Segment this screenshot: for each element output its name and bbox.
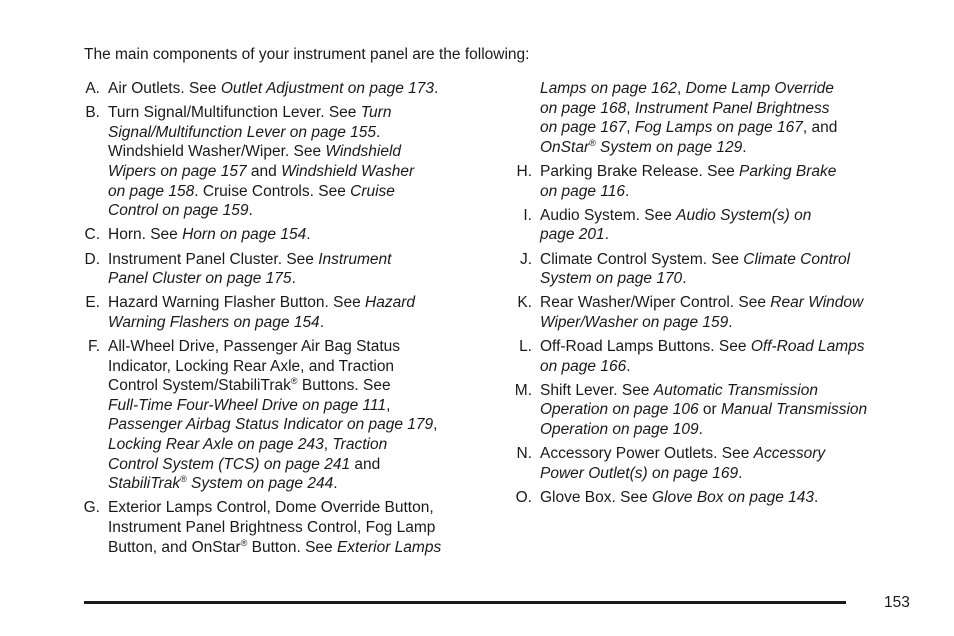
item-text: Lamps on page 162, Dome Lamp Override on page 168, Instrument Panel Brightness on page 167, Fog Lamps on page 167, and OnStar® System on page 129. bbox=[540, 80, 838, 156]
item-text: Instrument Panel Cluster. See Instrument Panel Cluster on page 175. bbox=[108, 250, 392, 288]
item-letter: F. bbox=[87, 338, 100, 356]
item-letter: I. bbox=[523, 206, 532, 224]
list-item bbox=[508, 206, 928, 245]
item-text: Audio System. See Audio System(s) on page 201. bbox=[540, 206, 812, 244]
list-item bbox=[508, 162, 928, 201]
left-column bbox=[76, 79, 496, 562]
item-text: Exterior Lamps Control, Dome Override Button, Instrument Panel Brightness Control, Fog Lamp Button, and OnStar® Button. See Exterior Lamps bbox=[108, 499, 442, 556]
item-letter: O. bbox=[515, 489, 532, 507]
item-letter: C. bbox=[84, 226, 100, 244]
list-item bbox=[76, 293, 496, 332]
item-letter: K. bbox=[517, 294, 532, 312]
list-item bbox=[508, 444, 928, 483]
item-text: All-Wheel Drive, Passenger Air Bag Status Indicator, Locking Rear Axle, and Traction Control System/StabiliTrak® Buttons. See Full-Time Four-Wheel Drive on page 111, Passenger Airbag Status Indicator on page 179, Locking Rear Axle on page 243, Traction Control System (TCS) on page 241 and StabiliTrak® System on page 244. bbox=[108, 338, 438, 493]
item-letter: G. bbox=[83, 499, 100, 517]
list-item bbox=[508, 250, 928, 289]
item-letter: H. bbox=[516, 162, 532, 180]
item-text: Turn Signal/Multifunction Lever. See Turn Signal/Multifunction Lever on page 155. Windshield Washer/Wiper. See Windshield Wipers on page 157 and Windshield Washer on page 158. Cruise Controls. See Cruise Control on page 159. bbox=[108, 104, 415, 220]
item-text: Glove Box. See Glove Box on page 143. bbox=[540, 489, 819, 507]
item-letter: A. bbox=[85, 80, 100, 97]
item-letter: J. bbox=[519, 250, 532, 268]
item-text: Shift Lever. See Automatic Transmission Operation on page 106 or Manual Transmission Operation on page 109. bbox=[540, 381, 868, 439]
list-item bbox=[76, 225, 496, 245]
list-item bbox=[76, 337, 496, 494]
right-column bbox=[508, 79, 928, 512]
list-item bbox=[76, 103, 496, 221]
item-text: Accessory Power Outlets. See Accessory Power Outlet(s) on page 169. bbox=[540, 445, 826, 482]
item-text: Off-Road Lamps Buttons. See Off-Road Lamps on page 166. bbox=[540, 338, 865, 375]
list-item bbox=[508, 337, 928, 376]
item-text: Horn. See Horn on page 154. bbox=[108, 226, 311, 244]
item-text: Parking Brake Release. See Parking Brake on page 116. bbox=[540, 162, 837, 200]
list-item bbox=[76, 498, 496, 557]
item-text: Climate Control System. See Climate Control System on page 170. bbox=[540, 250, 851, 288]
item-letter bbox=[508, 79, 540, 157]
list-item bbox=[508, 488, 928, 508]
list-item bbox=[76, 79, 496, 99]
footer-rule bbox=[84, 601, 846, 604]
item-letter: E. bbox=[85, 294, 100, 312]
item-letter: M. bbox=[514, 381, 532, 399]
item-text: Rear Washer/Wiper Control. See Rear Window Wiper/Washer on page 159. bbox=[540, 294, 864, 331]
page-number: 153 bbox=[884, 594, 910, 611]
item-letter: B. bbox=[85, 104, 100, 122]
list-item-continuation bbox=[508, 79, 928, 157]
list-item bbox=[76, 250, 496, 289]
item-letter: D. bbox=[84, 250, 100, 268]
item-letter: N. bbox=[516, 445, 532, 463]
list-item bbox=[508, 381, 928, 440]
item-letter: L. bbox=[519, 338, 532, 356]
item-text: Hazard Warning Flasher Button. See Hazard Warning Flashers on page 154. bbox=[108, 294, 415, 331]
item-text: Air Outlets. See Outlet Adjustment on page 173. bbox=[108, 80, 439, 97]
list-item bbox=[508, 293, 928, 332]
intro-text: The main components of your instrument panel are the following: bbox=[84, 46, 530, 63]
